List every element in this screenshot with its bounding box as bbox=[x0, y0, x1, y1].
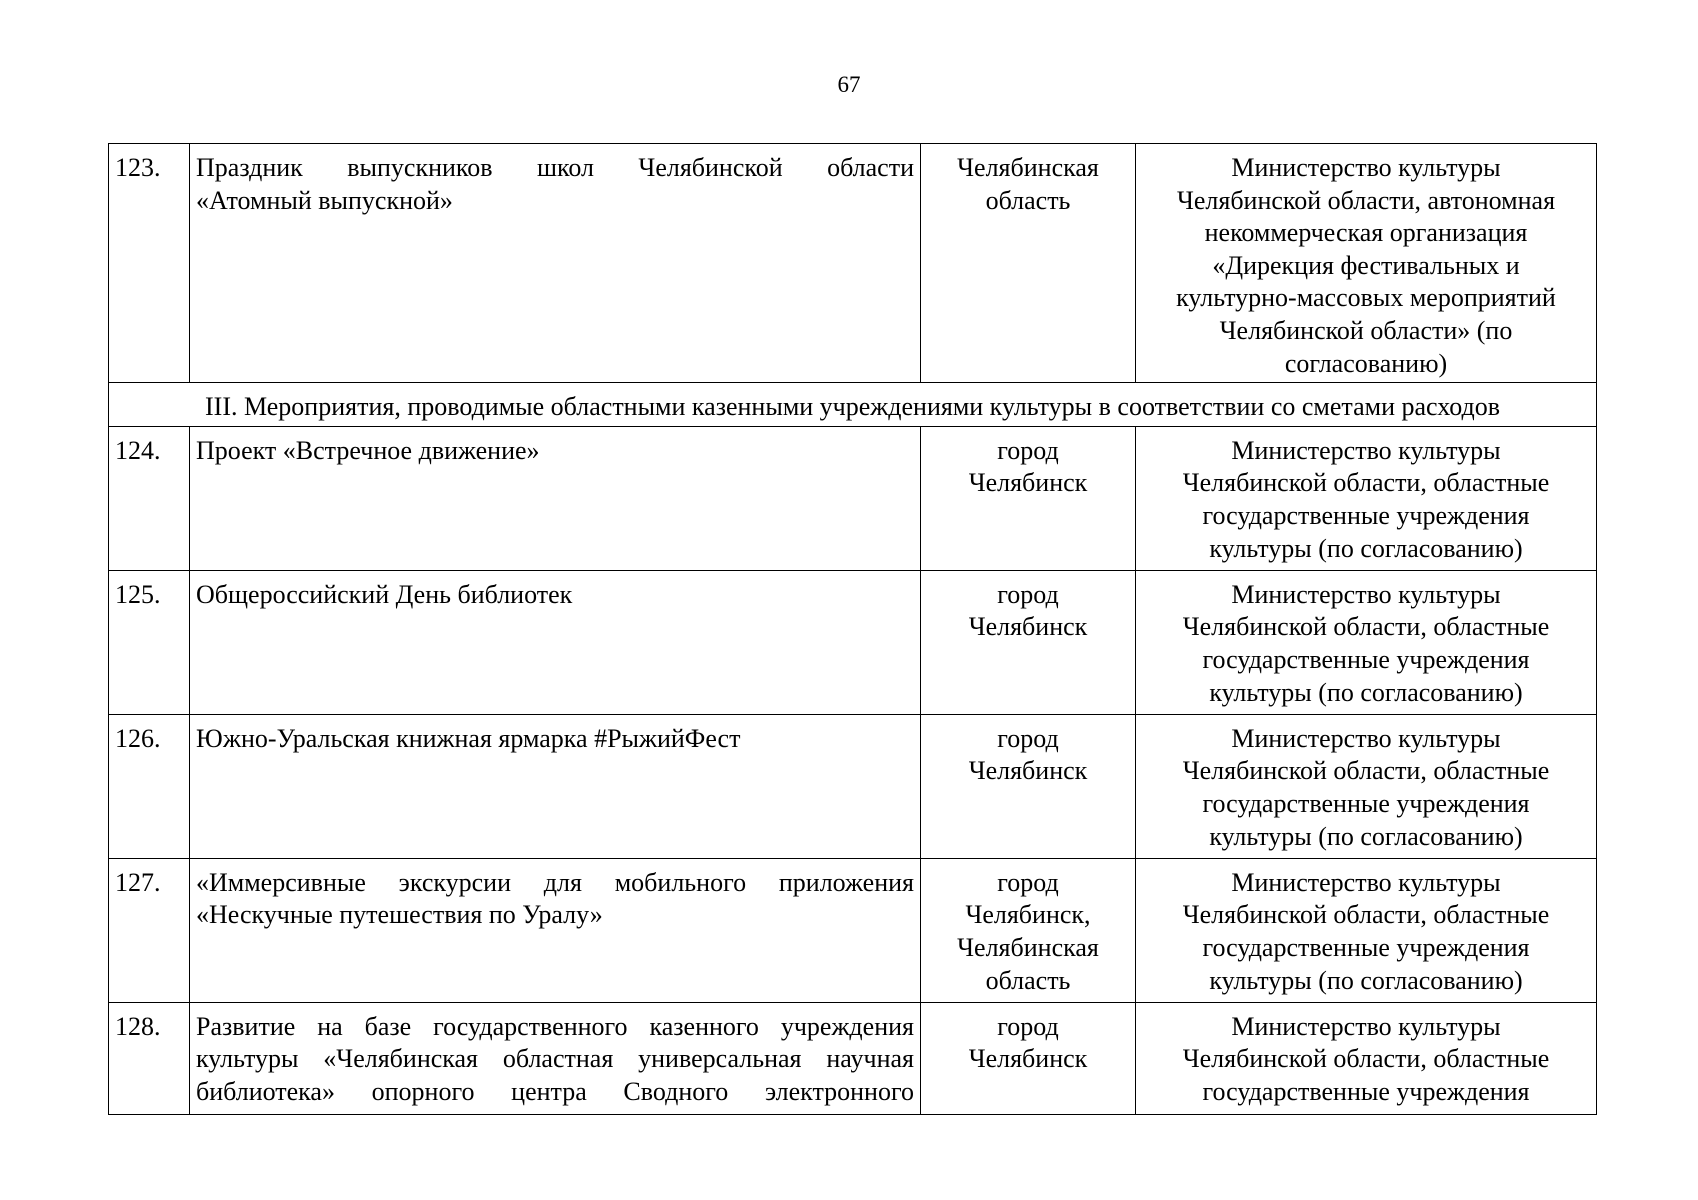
event-place-cell bbox=[921, 426, 1136, 570]
row-number: 128. bbox=[109, 1002, 190, 1114]
event-place-line: область bbox=[985, 965, 1071, 995]
event-name-line: «Атомный выпускной» bbox=[196, 185, 453, 215]
row-number: 124. bbox=[109, 426, 190, 570]
responsible-line: Челябинской области, областные bbox=[1182, 756, 1550, 786]
responsible-line: культуры (по согласованию) bbox=[1209, 533, 1523, 563]
event-name-line: Общероссийский День библиотек bbox=[196, 579, 573, 609]
responsible-line: культуры (по согласованию) bbox=[1209, 821, 1523, 851]
event-name-cell bbox=[190, 144, 921, 383]
responsible-line: согласованию) bbox=[1284, 348, 1448, 378]
table-row bbox=[109, 426, 1597, 570]
section-row bbox=[109, 383, 1597, 427]
responsible-line: Челябинской области, автономная bbox=[1176, 185, 1556, 215]
responsible-line: Челябинской области» (по bbox=[1219, 315, 1513, 345]
responsible-line: «Дирекция фестивальных и bbox=[1212, 250, 1520, 280]
page-number: 67 bbox=[837, 72, 861, 97]
responsible-cell bbox=[1136, 858, 1597, 1002]
section-title: III. Мероприятия, проводимые областными казенными учреждениями культуры в соответствии со сметами расходов bbox=[109, 383, 1597, 427]
events-table bbox=[108, 143, 1597, 1115]
event-name-line: «Нескучные путешествия по Уралу» bbox=[196, 900, 603, 930]
responsible-line: Министерство культуры bbox=[1231, 723, 1501, 753]
table-row bbox=[109, 714, 1597, 858]
event-name-cell bbox=[190, 714, 921, 858]
event-name-cell bbox=[190, 858, 921, 1002]
event-name-line: Развитие на базе государственного казенного учреждения bbox=[196, 1011, 914, 1041]
event-place-line: город bbox=[997, 579, 1059, 609]
event-place-line: Челябинск bbox=[968, 468, 1088, 498]
event-place-line: область bbox=[985, 185, 1071, 215]
responsible-line: культуры (по согласованию) bbox=[1209, 965, 1523, 995]
event-place-cell bbox=[921, 858, 1136, 1002]
responsible-cell bbox=[1136, 144, 1597, 383]
event-name-cell bbox=[190, 570, 921, 714]
event-place-line: Челябинск bbox=[968, 1044, 1088, 1074]
row-number: 126. bbox=[109, 714, 190, 858]
event-name-cell bbox=[190, 1002, 921, 1114]
event-place-cell bbox=[921, 570, 1136, 714]
responsible-line: культуры (по согласованию) bbox=[1209, 677, 1523, 707]
event-name-line: «Иммерсивные экскурсии для мобильного приложения bbox=[196, 867, 914, 897]
event-place-line: город bbox=[997, 1011, 1059, 1041]
responsible-line: Министерство культуры bbox=[1231, 579, 1501, 609]
responsible-line: некоммерческая организация bbox=[1204, 218, 1528, 248]
responsible-line: Министерство культуры bbox=[1231, 1011, 1501, 1041]
event-place-line: Челябинск bbox=[968, 756, 1088, 786]
table-row bbox=[109, 858, 1597, 1002]
event-place-line: Челябинская bbox=[957, 932, 1099, 962]
row-number: 125. bbox=[109, 570, 190, 714]
table-row bbox=[109, 570, 1597, 714]
row-number: 123. bbox=[109, 144, 190, 383]
event-place-line: Челябинск, bbox=[965, 900, 1091, 930]
responsible-line: культурно-массовых мероприятий bbox=[1176, 283, 1556, 313]
responsible-cell bbox=[1136, 1002, 1597, 1114]
responsible-cell bbox=[1136, 714, 1597, 858]
responsible-line: Министерство культуры bbox=[1231, 867, 1501, 897]
responsible-line: государственные учреждения bbox=[1202, 788, 1530, 818]
event-place-line: город bbox=[997, 723, 1059, 753]
event-name-line: Праздник выпускников школ Челябинской области bbox=[196, 153, 914, 182]
responsible-line: Челябинской области, областные bbox=[1182, 1044, 1550, 1074]
responsible-line: Министерство культуры bbox=[1231, 435, 1501, 465]
responsible-line: государственные учреждения bbox=[1202, 500, 1530, 530]
responsible-line: государственные учреждения bbox=[1202, 644, 1530, 674]
event-name-line: Проект «Встречное движение» bbox=[196, 435, 540, 465]
event-name-line: библиотека» опорного центра Сводного электронного bbox=[196, 1076, 914, 1106]
event-name-line: Южно-Уральская книжная ярмарка #РыжийФест bbox=[196, 723, 741, 753]
responsible-line: государственные учреждения bbox=[1202, 932, 1530, 962]
responsible-line: Челябинской области, областные bbox=[1182, 612, 1550, 642]
event-place-cell bbox=[921, 714, 1136, 858]
responsible-cell bbox=[1136, 570, 1597, 714]
event-name-line: культуры «Челябинская областная универсальная научная bbox=[196, 1044, 914, 1074]
event-name-cell bbox=[190, 426, 921, 570]
responsible-line: Челябинской области, областные bbox=[1182, 468, 1550, 498]
table-row bbox=[109, 144, 1597, 383]
event-place-line: город bbox=[997, 867, 1059, 897]
row-number: 127. bbox=[109, 858, 190, 1002]
event-place-cell bbox=[921, 144, 1136, 383]
responsible-cell bbox=[1136, 426, 1597, 570]
event-place-line: Челябинск bbox=[968, 612, 1088, 642]
event-place-line: город bbox=[997, 435, 1059, 465]
event-place-line: Челябинская bbox=[957, 153, 1099, 182]
responsible-line: государственные учреждения bbox=[1202, 1076, 1530, 1106]
responsible-line: Челябинской области, областные bbox=[1182, 900, 1550, 930]
responsible-line: Министерство культуры bbox=[1231, 153, 1501, 182]
event-place-cell bbox=[921, 1002, 1136, 1114]
table-row bbox=[109, 1002, 1597, 1114]
